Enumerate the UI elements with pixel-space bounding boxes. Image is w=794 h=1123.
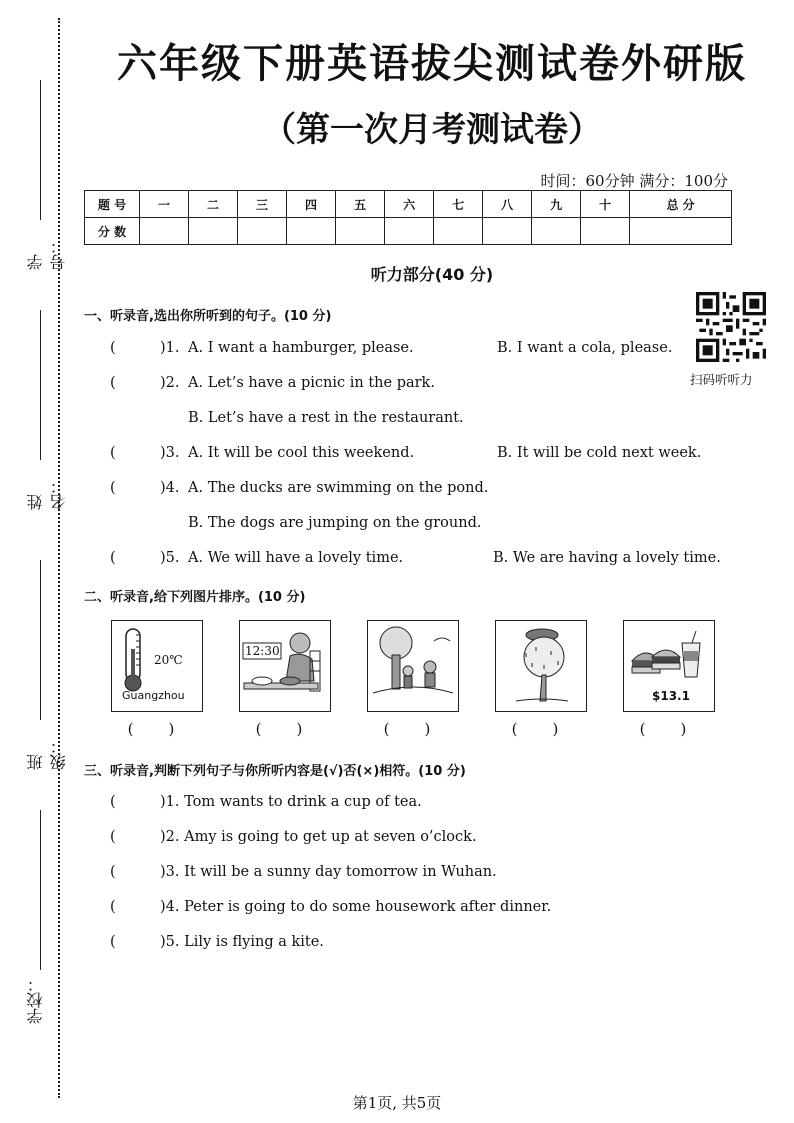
part1-q3-number: )3. (160, 445, 180, 461)
answer-paren[interactable]: ( (110, 864, 116, 880)
score-cell[interactable] (532, 218, 581, 245)
name-field (6, 310, 68, 510)
park-icon (368, 621, 458, 711)
score-cell[interactable] (189, 218, 238, 245)
part3-q1: )1. Tom wants to drink a cup of tea. (160, 794, 422, 810)
score-table-row1-head: 题 号 (85, 191, 140, 218)
price-label: $13.1 (652, 689, 690, 703)
score-cell[interactable] (336, 218, 385, 245)
part1-q4-option-a: A. The ducks are swimming on the pond. (188, 480, 489, 496)
part3-q2: )2. Amy is going to get up at seven o’clock. (160, 829, 477, 845)
score-col-10: 十 (581, 191, 630, 218)
answer-paren[interactable]: ( (110, 794, 116, 810)
part3-q4: )4. Peter is going to do some housework after dinner. (160, 899, 552, 915)
class-field (6, 560, 68, 770)
city-label: Guangzhou (122, 689, 185, 702)
part1-q1-option-b: B. I want a cola, please. (497, 340, 673, 356)
score-table (84, 190, 732, 245)
school-label: 学校： (26, 976, 45, 1024)
rain-tree-icon (496, 621, 586, 711)
page-subtitle: （第一次月考测试卷） (262, 110, 602, 150)
picture-lunch (239, 620, 331, 712)
school-field (6, 810, 56, 1030)
student-id-label: 学号： (26, 238, 68, 270)
score-col-8: 八 (483, 191, 532, 218)
order-paren[interactable]: ( ) (383, 720, 441, 738)
page-title: 六年级下册英语拔尖测试卷外研版 (117, 41, 747, 87)
score-cell[interactable] (581, 218, 630, 245)
part1-q5-option-b: B. We are having a lovely time. (493, 550, 721, 566)
temperature-label: 20℃ (154, 653, 183, 667)
picture-rainy-tree (495, 620, 587, 712)
name-line[interactable] (40, 310, 41, 460)
score-cell[interactable] (385, 218, 434, 245)
score-cell[interactable] (483, 218, 532, 245)
answer-paren[interactable]: ( (110, 934, 116, 950)
score-col-4: 四 (287, 191, 336, 218)
name-label: 姓名： (26, 478, 68, 510)
part1-q2-number: )2. (160, 375, 180, 391)
score-col-3: 三 (238, 191, 287, 218)
score-table-header-row (85, 191, 732, 218)
answer-paren[interactable]: ( (110, 445, 116, 461)
part3-q3: )3. It will be a sunny day tomorrow in Wuhan. (160, 864, 497, 880)
part1-q3-option-a: A. It will be cool this weekend. (188, 445, 415, 461)
order-paren[interactable]: ( ) (511, 720, 569, 738)
score-col-6: 六 (385, 191, 434, 218)
part1-q5-option-a: A. We will have a lovely time. (188, 550, 404, 566)
page-footer: 第1页, 共5页 (352, 1094, 442, 1112)
part1-title: 一、听录音,选出你所听到的句子。(10 分) (84, 309, 332, 324)
answer-paren[interactable]: ( (110, 340, 116, 356)
part1-q2-option-b: B. Let’s have a rest in the restaurant. (188, 410, 464, 426)
qr-code-icon[interactable] (696, 292, 766, 362)
part3-q5: )5. Lily is flying a kite. (160, 934, 324, 950)
score-cell[interactable] (238, 218, 287, 245)
school-line[interactable] (40, 810, 41, 970)
part1-q1-option-a: A. I want a hamburger, please. (188, 340, 414, 356)
score-cell[interactable] (140, 218, 189, 245)
class-line[interactable] (40, 560, 41, 720)
score-cell[interactable] (434, 218, 483, 245)
class-label: 班级： (26, 738, 68, 770)
part1-q1-number: )1. (160, 340, 180, 356)
answer-paren[interactable]: ( (110, 550, 116, 566)
score-col-9: 九 (532, 191, 581, 218)
lunch-icon (240, 621, 330, 711)
time-info: 时间：60分钟 满分：100分 (540, 172, 728, 190)
section-title: 听力部分(40 分) (370, 265, 494, 284)
order-paren[interactable]: ( ) (639, 720, 697, 738)
score-table-row2-head: 分 数 (85, 218, 140, 245)
part1-q5-number: )5. (160, 550, 180, 566)
picture-park-play (367, 620, 459, 712)
score-table-score-row (85, 218, 732, 245)
answer-paren[interactable]: ( (110, 829, 116, 845)
part1-q4-number: )4. (160, 480, 180, 496)
answer-paren[interactable]: ( (110, 480, 116, 496)
student-id-field (6, 80, 68, 270)
part3-title: 三、听录音,判断下列句子与你所听内容是(√)否(×)相符。(10 分) (84, 764, 466, 779)
score-col-2: 二 (189, 191, 238, 218)
answer-paren[interactable]: ( (110, 375, 116, 391)
score-col-5: 五 (336, 191, 385, 218)
cut-line (58, 18, 60, 1098)
part1-q2-option-a: A. Let’s have a picnic in the park. (188, 375, 435, 391)
score-cell[interactable] (630, 218, 732, 245)
part2-title: 二、听录音,给下列图片排序。(10 分) (84, 590, 306, 605)
picture-food-price (623, 620, 715, 712)
score-col-total: 总 分 (630, 191, 732, 218)
order-paren[interactable]: ( ) (127, 720, 185, 738)
score-col-7: 七 (434, 191, 483, 218)
order-paren[interactable]: ( ) (255, 720, 313, 738)
binding-strip (0, 0, 68, 1123)
answer-paren[interactable]: ( (110, 899, 116, 915)
student-id-line[interactable] (40, 80, 41, 220)
picture-thermometer (111, 620, 203, 712)
qr-label: 扫码听听力 (690, 372, 753, 387)
part1-q4-option-b: B. The dogs are jumping on the ground. (188, 515, 482, 531)
part1-q3-option-b: B. It will be cold next week. (497, 445, 702, 461)
clock-time-label: 12:30 (245, 644, 280, 658)
score-col-1: 一 (140, 191, 189, 218)
score-cell[interactable] (287, 218, 336, 245)
